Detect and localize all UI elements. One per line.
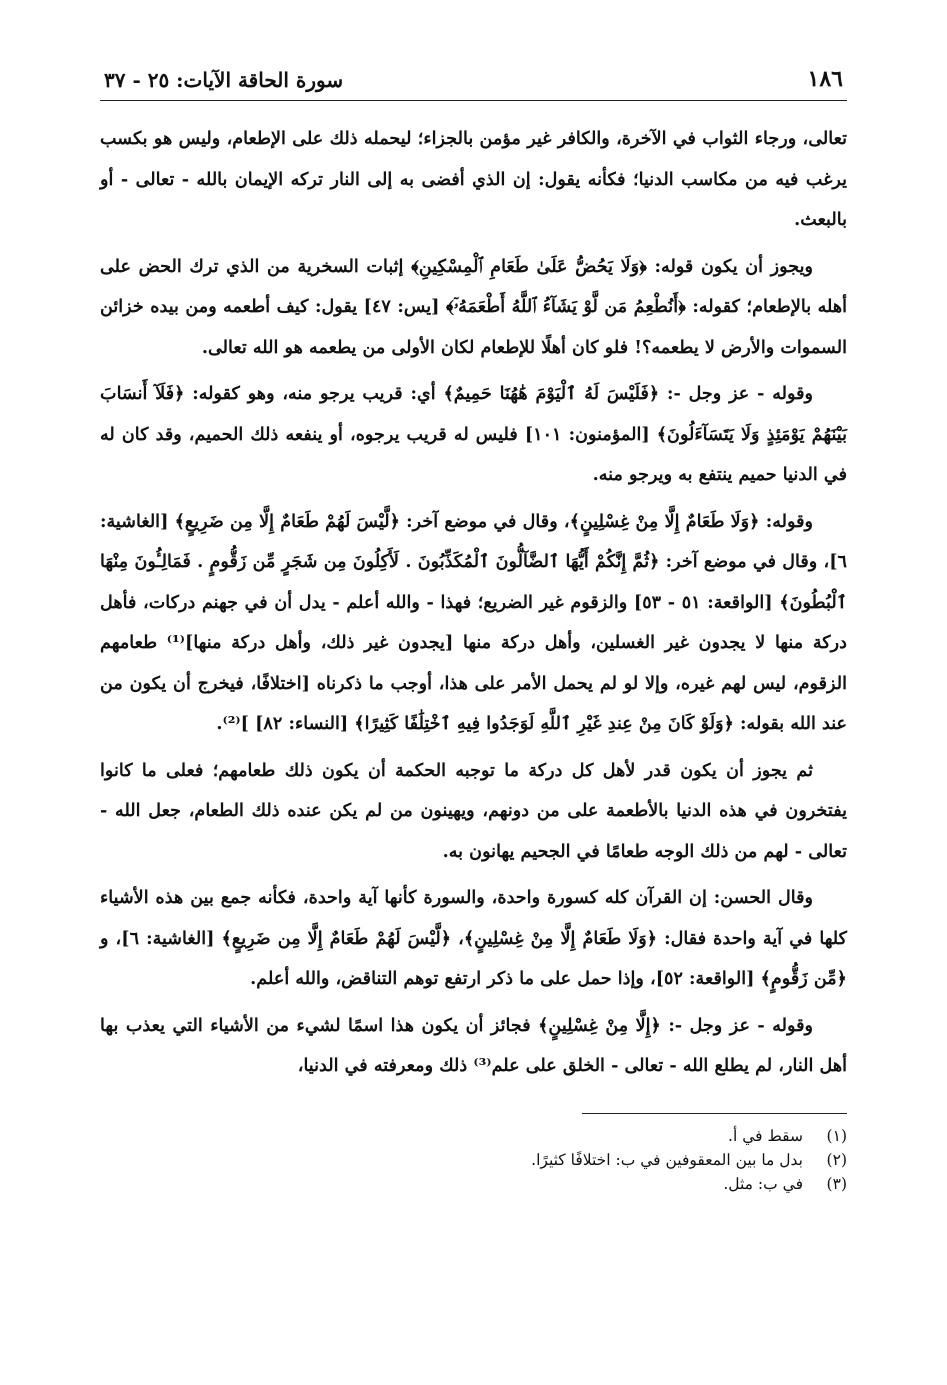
footnote-number: (٢) bbox=[826, 1150, 847, 1169]
paragraph: ويجوز أن يكون قوله: ﴿وَلَا يَحُضُّ عَلَىٰ طَعَامِ ٱلْمِسْكِينِ﴾ إثبات السخرية من الذي ترك الحض على أهله بالإطعام؛ كقوله: ﴿أَنُطْعِمُ مَن لَّوْ يَشَآءُ ٱللَّهُ أَطْعَمَهُۥٓ﴾ [يس: ٤٧] يقول: كيف أطعمه ومن بيده خزائن السموات والأرض لا يطعمه؟! فلو كان أهلًا للإطعام لكان الأولى من يطعمه هو الله تعالى. bbox=[100, 255, 848, 358]
footnote-text: في ب: مثل. bbox=[723, 1174, 803, 1193]
paragraph: وقوله - عز وجل -: ﴿فَلَيْسَ لَهُ ٱلْيَوْمَ هَٰهُنَا حَمِيمٌ﴾ أي: قريب يرجو منه، وهو كقوله: ﴿فَلَآ أَنسَابَ بَيْنَهُمْ يَوْمَئِذٍ وَلَا يَتَسَآءَلُونَ﴾ [المؤمنون: ١٠١] فليس له قريب يرجوه، أو ينفعه ذلك الحميم، وقد كان له في الدنيا حميم ينتفع به ويرجو منه. bbox=[100, 383, 847, 485]
paragraph: وقوله - عز وجل -: ﴿إِلَّا مِنْ غِسْلِينٍ﴾ فجائز أن يكون هذا اسمًا لشيء من الأشياء التي يعذب بها أهل النار، لم يطلع الله - تعالى - الخلق على علم⁽³⁾ ذلك ومعرفته في الدنيا، bbox=[100, 1014, 847, 1076]
page-header bbox=[100, 52, 847, 92]
paragraph: وقوله: ﴿وَلَا طَعَامٌ إِلَّا مِنْ غِسْلِينٍ﴾، وقال في موضع آخر: ﴿لَّيْسَ لَهُمْ طَعَامٌ إِلَّا مِن ضَرِيعٍ﴾ [الغاشية: ٦]، وقال في موضع آخر: ﴿ثُمَّ إِنَّكُمْ أَيُّهَا ٱلضَّآلُّونَ ٱلْمُكَذِّبُونَ . لَأَكِلُونَ مِن شَجَرٍ مِّن زَقُّومٍ . فَمَالِـُٔونَ مِنْهَا ٱلْبُطُونَ﴾ [الواقعة: ٥١ - ٥٣] والزقوم غير الضريع؛ فهذا - والله أعلم - يدل أن في جهنم دركات، فأهل دركة منها لا يجدون غير الغسلين، وأهل دركة منها [يجدون غير ذلك، وأهل دركة منها]⁽¹⁾ طعامهم الزقوم، ليس لهم غيره، وإلا لو لم يحمل الأمر على هذا، أوجب ما ذكرناه [اختلافًا، فيخرج أن يكون من عند الله بقوله: ﴿وَلَوْ كَانَ مِنْ عِندِ غَيْرِ ٱللَّهِ لَوَجَدُوا فِيهِ ٱخْتِلَٰفًا كَثِيرًا﴾ [النساء: ٨٢] ]⁽²⁾. bbox=[100, 510, 848, 734]
footnote-number: (٣) bbox=[826, 1174, 847, 1193]
footnote-rule bbox=[582, 1113, 847, 1114]
paragraph: تعالى، ورجاء الثواب في الآخرة، والكافر غير مؤمن بالجزاء؛ ليحمله ذلك على الإطعام، وليس هو بكسب يرغب فيه من مكاسب الدنيا؛ فكأنه يقول: إن الذي أفضى به إلى النار تركه الإيمان بالله - تعالى - أو بالبعث. bbox=[100, 128, 847, 230]
footnote bbox=[100, 1172, 847, 1196]
footnote bbox=[100, 1124, 847, 1148]
footnotes bbox=[100, 1124, 847, 1196]
footnote-text: سقط في أ. bbox=[728, 1126, 803, 1145]
paragraph: وقال الحسن: إن القرآن كله كسورة واحدة، والسورة كأنها آية واحدة، فكأنه جمع بين هذه الأشياء كلها في آية واحدة فقال: ﴿وَلَا طَعَامٌ إِلَّا مِنْ غِسْلِينٍ﴾، ﴿لَّيْسَ لَهُمْ طَعَامٌ إِلَّا مِن ضَرِيعٍ﴾ [الغاشية: ٦]، و ﴿مِّن زَقُّومٍ﴾ [الواقعة: ٥٢]، وإذا حمل على ما ذكر ارتفع توهم التناقض، والله أعلم. bbox=[100, 887, 848, 989]
footnote-text: بدل ما بين المعقوفين في ب: اختلافًا كثيرًا. bbox=[531, 1150, 803, 1169]
running-title: سورة الحاقة الآيات: ٢٥ - ٣٧ bbox=[104, 68, 344, 92]
body-text bbox=[100, 119, 847, 1087]
header-rule bbox=[100, 100, 847, 101]
footnote-number: (١) bbox=[826, 1126, 847, 1145]
paragraph: ثم يجوز أن يكون قدر لأهل كل دركة ما توجبه الحكمة أن يكون ذلك طعامهم؛ فعلى ما كانوا يفتخرون في هذه الدنيا بالأطعمة على من دونهم، ويهينون من لم يكن عنده ذلك الطعام، جعل الله - تعالى - لهم من ذلك الوجه طعامًا في الجحيم يهانون به. bbox=[100, 759, 847, 862]
page-number: ١٨٦ bbox=[807, 66, 843, 92]
footnote bbox=[100, 1148, 847, 1172]
